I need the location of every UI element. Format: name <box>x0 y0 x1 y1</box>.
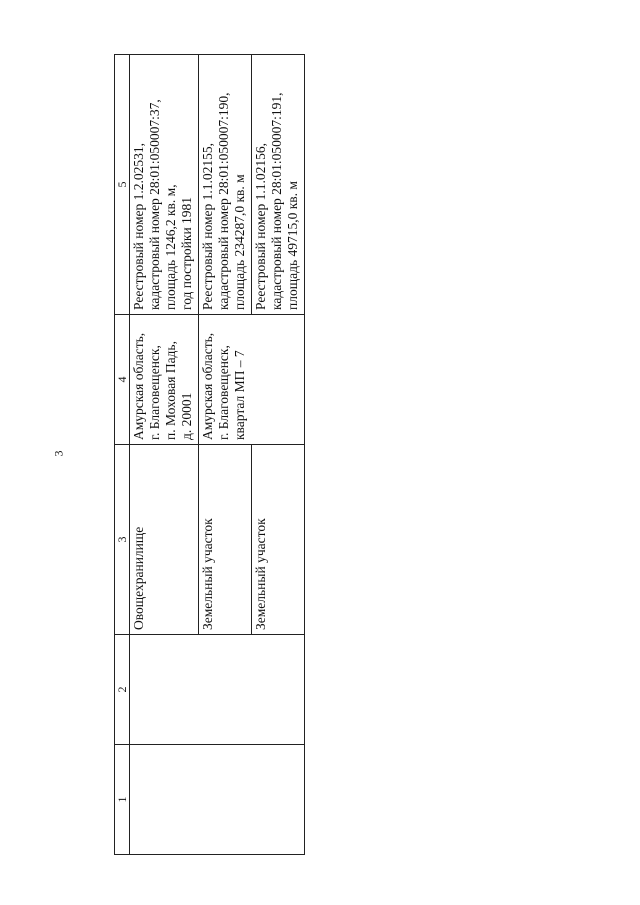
details-cell: Реестровый номер 1.1.02155, кадастровый номер 28:01:050007:190, площадь 234287,0 кв. м <box>199 55 252 315</box>
column-header: 4 <box>115 315 130 445</box>
details-cell: Реестровый номер 1.1.02156, кадастровый номер 28:01:050007:191, площадь 49715,0 кв. м <box>252 55 305 315</box>
property-table-container <box>114 55 300 855</box>
table-row <box>130 55 199 855</box>
table-header-row <box>115 55 130 855</box>
table-cell-empty <box>130 635 305 745</box>
object-name-cell: Земельный участок <box>252 445 305 635</box>
column-header: 2 <box>115 635 130 745</box>
details-cell: Реестровый номер 1.2.02531, кадастровый номер 28:01:050007:37, площадь 1246,2 кв. м, год постройки 1981 <box>130 55 199 315</box>
property-table <box>114 54 305 855</box>
table-cell-empty <box>130 745 305 855</box>
address-cell: Амурская область, г. Благовещенск, п. Моховая Падь, д. 20001 <box>130 315 199 445</box>
address-cell: Амурская область, г. Благовещенск, квартал МП – 7 <box>199 315 305 445</box>
column-header: 5 <box>115 55 130 315</box>
column-header: 1 <box>115 745 130 855</box>
object-name-cell: Земельный участок <box>199 445 252 635</box>
object-name-cell: Овощехранилище <box>130 445 199 635</box>
column-header: 3 <box>115 445 130 635</box>
page-number: 3 <box>51 450 66 457</box>
